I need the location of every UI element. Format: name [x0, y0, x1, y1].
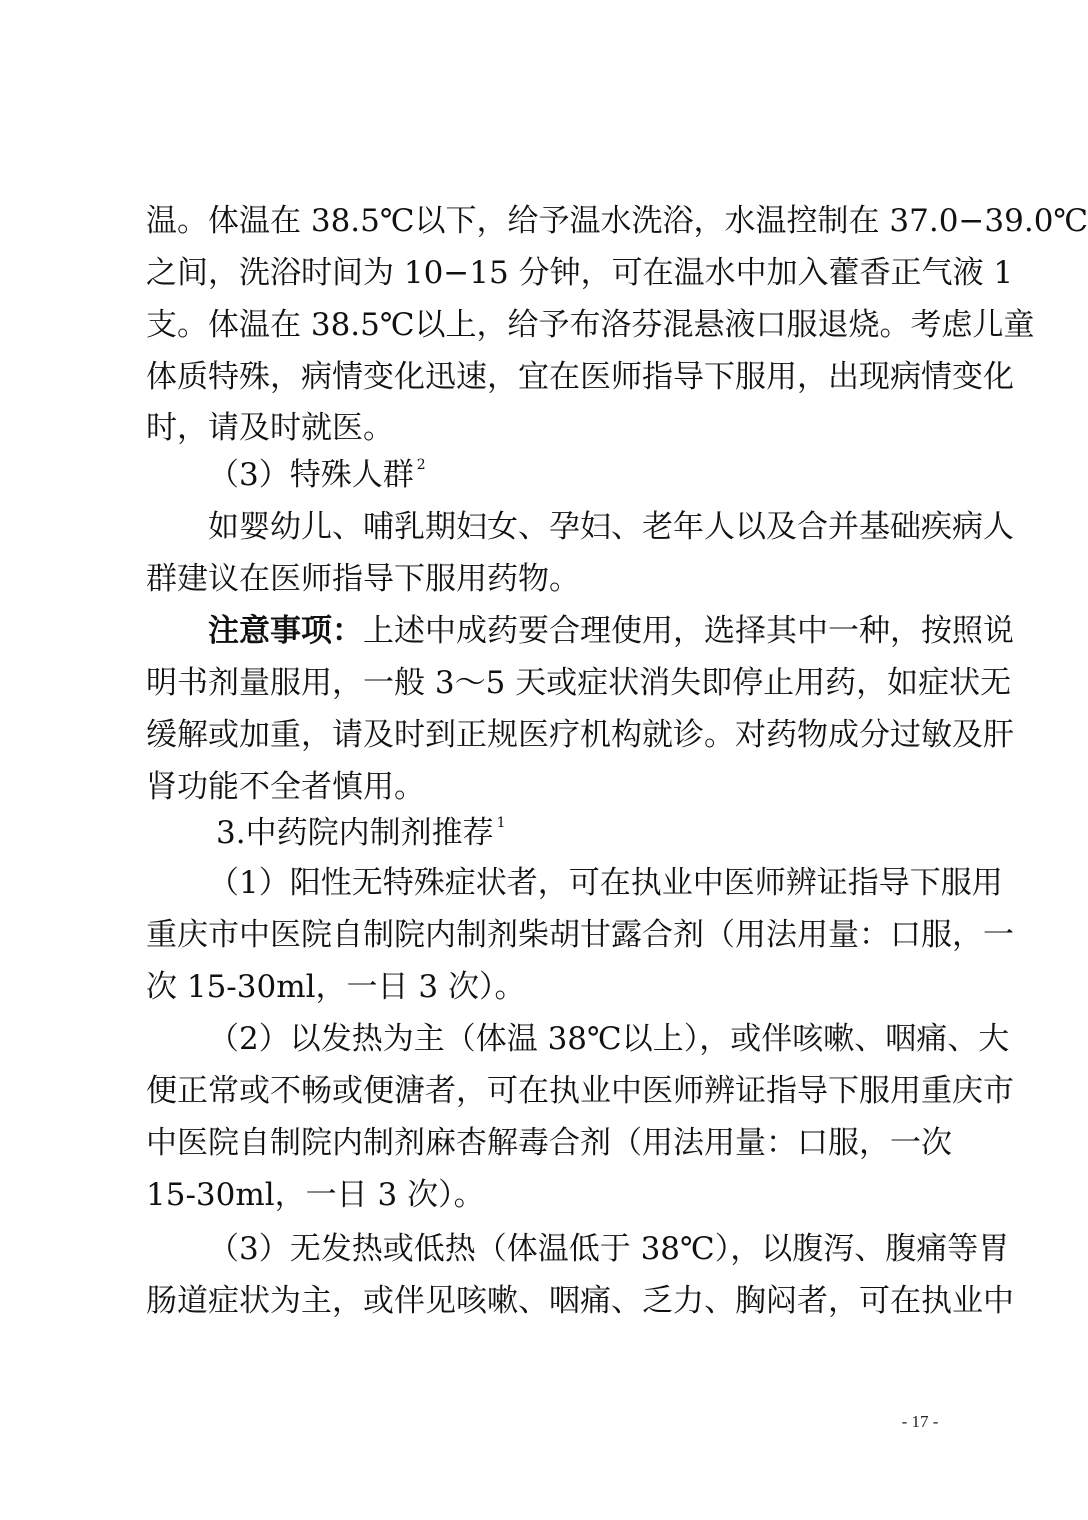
body-line: 缓解或加重，请及时到正规医疗机构就诊。对药物成分过敏及肝 [146, 717, 1014, 753]
body-line: （2）以发热为主（体温 38℃以上），或伴咳嗽、咽痛、大 [208, 1021, 1010, 1057]
body-line: 时，请及时就医。 [146, 410, 394, 446]
body-line: （3）无发热或低热（体温低于 38℃），以腹泻、腹痛等胃 [208, 1231, 1010, 1267]
body-line: 15-30ml，一日 3 次）。 [146, 1177, 485, 1213]
body-line: 明书剂量服用，一般 3～5 天或症状消失即停止用药，如症状无 [146, 665, 1012, 701]
body-line: 群建议在医师指导下服用药物。 [146, 561, 580, 597]
body-line: 支。体温在 38.5℃以上，给予布洛芬混悬液口服退烧。考虑儿童 [146, 307, 1035, 343]
body-line: （1）阳性无特殊症状者，可在执业中医师辨证指导下服用 [208, 865, 1003, 901]
footnote-marker: 1 [496, 815, 506, 831]
body-line: 次 15-30ml，一日 3 次）。 [146, 969, 526, 1005]
body-line: 温。体温在 38.5℃以下，给予温水洗浴，水温控制在 37.0−39.0℃ [146, 203, 1088, 239]
body-line: 如婴幼儿、哺乳期妇女、孕妇、老年人以及合并基础疾病人 [208, 509, 1014, 545]
notice-line [208, 608, 1014, 654]
notice-text: 上述中成药要合理使用，选择其中一种，按照说 [363, 613, 1014, 649]
section-heading-special-groups [208, 452, 941, 498]
section-heading-tcm [216, 810, 949, 856]
footnote-marker: 2 [416, 457, 426, 473]
page-number: - 17 - [901, 1412, 939, 1431]
body-line: 中医院自制院内制剂麻杏解毒合剂（用法用量：口服，一次 [146, 1125, 952, 1161]
body-line: 之间，洗浴时间为 10−15 分钟，可在温水中加入藿香正气液 1 [146, 255, 1014, 291]
section-heading-text: 3.中药院内制剂推荐 [216, 815, 494, 851]
body-line: 便正常或不畅或便溏者，可在执业中医师辨证指导下服用重庆市 [146, 1073, 1014, 1109]
notice-label: 注意事项： [208, 613, 363, 649]
body-line: 肾功能不全者慎用。 [146, 769, 425, 805]
section-heading-text: （3）特殊人群 [208, 457, 414, 493]
body-line: 重庆市中医院自制院内制剂柴胡甘露合剂（用法用量：口服，一 [146, 917, 1014, 953]
body-line: 肠道症状为主，或伴见咳嗽、咽痛、乏力、胸闷者，可在执业中 [146, 1283, 1014, 1319]
body-line: 体质特殊，病情变化迅速，宜在医师指导下服用，出现病情变化 [146, 359, 1014, 395]
